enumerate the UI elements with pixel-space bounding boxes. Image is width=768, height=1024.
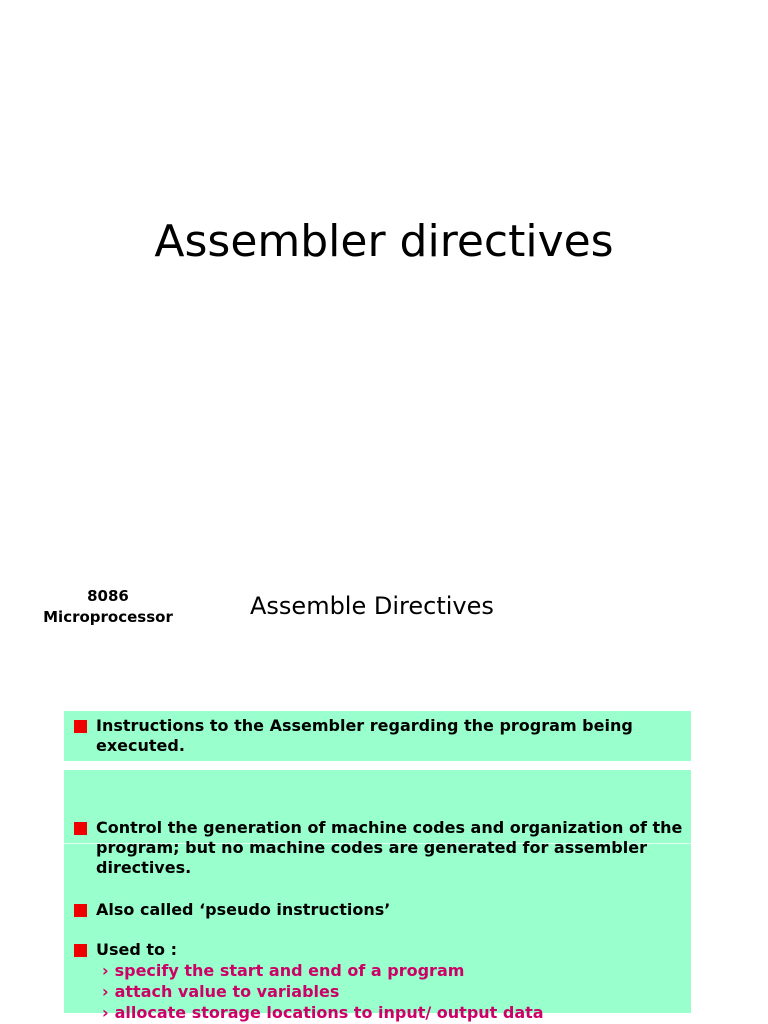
slide-title: Assembler directives [154, 216, 614, 267]
bullet-text: Control the generation of machine codes and organization of the program; but no machine codes are generated for assembler directives. [96, 818, 683, 877]
bullet-item [74, 900, 686, 920]
sub-item-list [102, 960, 544, 1023]
side-label-line-1: 8086 [87, 587, 129, 605]
bullet-text: Also called ‘pseudo instructions’ [96, 900, 391, 919]
bullet-text: Instructions to the Assembler regarding the program being executed. [96, 716, 633, 755]
section-title: Assemble Directives [250, 592, 494, 620]
bullet-marker-icon [74, 822, 87, 835]
chevron-right-icon: › [102, 961, 109, 980]
sub-item-text: specify the start and end of a program [114, 961, 465, 980]
bullet-item [74, 818, 686, 878]
sub-item [102, 960, 544, 981]
sub-item [102, 981, 544, 1002]
sub-item-text: allocate storage locations to input/ output data [114, 1003, 544, 1022]
bullet-item [74, 940, 686, 960]
bullet-marker-icon [74, 720, 87, 733]
bullet-marker-icon [74, 904, 87, 917]
bullet-item [74, 716, 686, 756]
bullet-text: Used to : [96, 940, 177, 959]
chevron-right-icon: › [102, 1003, 109, 1022]
side-label-line-2: Microprocessor [43, 608, 173, 626]
chevron-right-icon: › [102, 982, 109, 1001]
sub-item [102, 1002, 544, 1023]
sub-item-text: attach value to variables [114, 982, 340, 1001]
bullet-marker-icon [74, 944, 87, 957]
side-label [20, 586, 196, 628]
